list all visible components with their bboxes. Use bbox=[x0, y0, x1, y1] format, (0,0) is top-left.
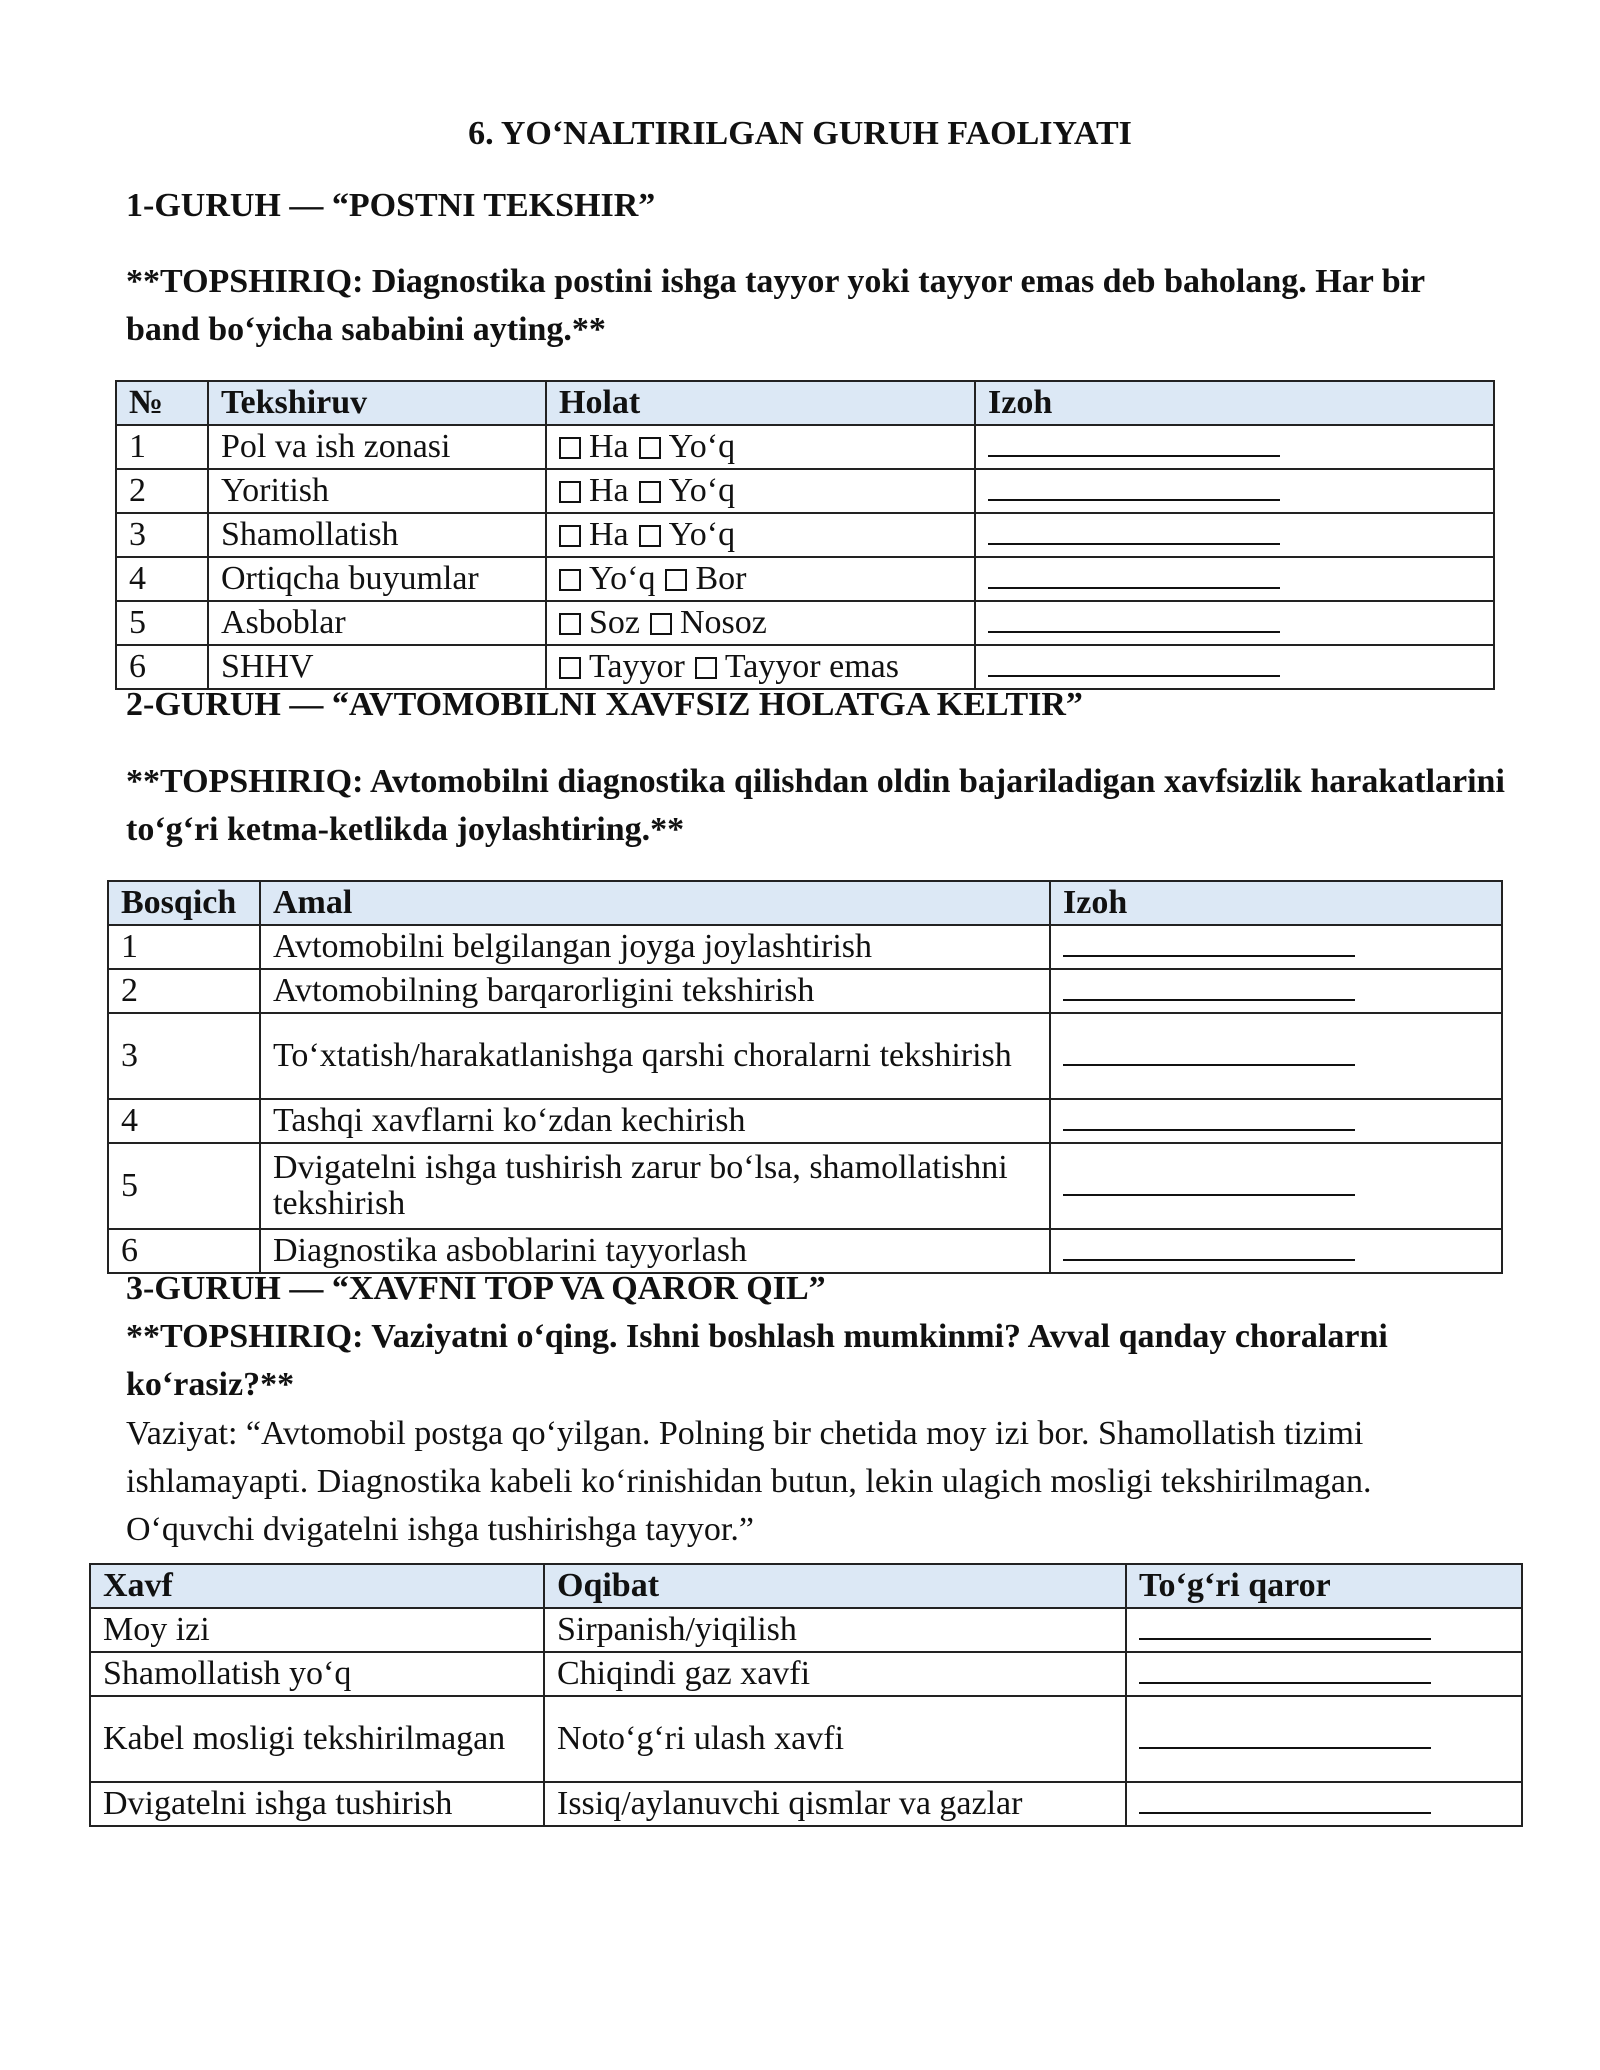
table-header-row bbox=[108, 881, 1502, 925]
consequence-cell: Sirpanish/yiqilish bbox=[544, 1608, 1126, 1652]
table-row bbox=[116, 601, 1494, 645]
table-header-row bbox=[116, 381, 1494, 425]
column-header: Izoh bbox=[975, 381, 1494, 425]
situation-text: Vaziyat: “Avtomobil postga qo‘yilgan. Polning bir chetida moy izi bor. Shamollatish tizimi ishlamayapti. Diagnostika kabeli ko‘rinishidan butun, lekin ulagich mosligi tekshirilmagan. O‘quvchi dvigatelni ishga tushirishga tayyor.” bbox=[126, 1415, 1372, 1548]
table-row bbox=[116, 425, 1494, 469]
answer-blank[interactable] bbox=[1139, 1660, 1431, 1684]
checkbox[interactable] bbox=[665, 569, 687, 591]
table-row bbox=[116, 513, 1494, 557]
action-text: Dvigatelni ishga tushirish zarur bo‘lsa, shamollatishni tekshirish bbox=[260, 1143, 1050, 1229]
step-number: 6 bbox=[108, 1229, 260, 1273]
action-text: Diagnostika asboblarini tayyorlash bbox=[260, 1229, 1050, 1273]
row-number: 5 bbox=[116, 601, 208, 645]
note-cell bbox=[1050, 1013, 1502, 1099]
answer-blank[interactable] bbox=[988, 609, 1280, 633]
column-header: To‘g‘ri qaror bbox=[1126, 1564, 1522, 1608]
action-text: To‘xtatish/harakatlanishga qarshi choralarni tekshirish bbox=[260, 1013, 1050, 1099]
group3-table bbox=[89, 1563, 1523, 1827]
answer-blank[interactable] bbox=[988, 433, 1280, 457]
consequence-cell: Issiq/aylanuvchi qismlar va gazlar bbox=[544, 1782, 1126, 1826]
consequence-cell: Noto‘g‘ri ulash xavfi bbox=[544, 1696, 1126, 1782]
row-number: 1 bbox=[116, 425, 208, 469]
column-header: Tekshiruv bbox=[208, 381, 546, 425]
option-label: Yo‘q bbox=[668, 428, 736, 465]
option-label: Yo‘q bbox=[589, 560, 656, 597]
answer-blank[interactable] bbox=[1063, 1107, 1355, 1131]
note-cell bbox=[975, 557, 1494, 601]
action-text: Avtomobilni belgilangan joyga joylashtirish bbox=[260, 925, 1050, 969]
answer-blank[interactable] bbox=[1139, 1725, 1431, 1749]
column-header: Bosqich bbox=[108, 881, 260, 925]
check-item: Yoritish bbox=[208, 469, 546, 513]
risk-cell: Kabel mosligi tekshirilmagan bbox=[90, 1696, 544, 1782]
option-label: Ha bbox=[589, 472, 629, 509]
risk-cell: Dvigatelni ishga tushirish bbox=[90, 1782, 544, 1826]
group2-heading: 2-GURUH — “AVTOMOBILNI XAVFSIZ HOLATGA KELTIR” bbox=[126, 686, 1083, 723]
option-label: Ha bbox=[589, 516, 629, 553]
answer-blank[interactable] bbox=[1063, 933, 1355, 957]
group3-heading: 3-GURUH — “XAVFNI TOP VA QAROR QIL” bbox=[126, 1270, 826, 1307]
table-row bbox=[90, 1696, 1522, 1782]
step-number: 1 bbox=[108, 925, 260, 969]
decision-cell bbox=[1126, 1696, 1522, 1782]
answer-blank[interactable] bbox=[1063, 1042, 1355, 1066]
column-header: Holat bbox=[546, 381, 975, 425]
check-item: SHHV bbox=[208, 645, 546, 689]
table-row bbox=[116, 557, 1494, 601]
note-cell bbox=[975, 469, 1494, 513]
note-cell bbox=[975, 601, 1494, 645]
table-header-row bbox=[90, 1564, 1522, 1608]
column-header: Amal bbox=[260, 881, 1050, 925]
answer-blank[interactable] bbox=[1063, 1237, 1355, 1261]
option-label: Ha bbox=[589, 428, 629, 465]
decision-cell bbox=[1126, 1782, 1522, 1826]
column-header: Oqibat bbox=[544, 1564, 1126, 1608]
note-cell bbox=[1050, 925, 1502, 969]
table-row bbox=[116, 469, 1494, 513]
row-number: 3 bbox=[116, 513, 208, 557]
answer-blank[interactable] bbox=[1063, 1172, 1355, 1196]
checkbox[interactable] bbox=[559, 613, 581, 635]
row-number: 2 bbox=[116, 469, 208, 513]
column-header: № bbox=[116, 381, 208, 425]
table-row bbox=[108, 1099, 1502, 1143]
step-number: 5 bbox=[108, 1143, 260, 1229]
step-number: 4 bbox=[108, 1099, 260, 1143]
checkbox[interactable] bbox=[559, 437, 581, 459]
note-cell bbox=[975, 513, 1494, 557]
note-cell bbox=[975, 425, 1494, 469]
checkbox[interactable] bbox=[559, 657, 581, 679]
page-title: 6. YO‘NALTIRILGAN GURUH FAOLIYATI bbox=[468, 115, 1132, 152]
status-options bbox=[546, 469, 975, 513]
option-label: Soz bbox=[589, 604, 640, 641]
consequence-cell: Chiqindi gaz xavfi bbox=[544, 1652, 1126, 1696]
option-label: Yo‘q bbox=[668, 472, 736, 509]
status-options bbox=[546, 557, 975, 601]
option-label: Yo‘q bbox=[668, 516, 736, 553]
check-item: Shamollatish bbox=[208, 513, 546, 557]
table-row bbox=[90, 1782, 1522, 1826]
risk-cell: Shamollatish yo‘q bbox=[90, 1652, 544, 1696]
column-header: Izoh bbox=[1050, 881, 1502, 925]
answer-blank[interactable] bbox=[1139, 1616, 1431, 1640]
status-options bbox=[546, 601, 975, 645]
check-item: Ortiqcha buyumlar bbox=[208, 557, 546, 601]
table-row bbox=[108, 969, 1502, 1013]
note-cell bbox=[1050, 1143, 1502, 1229]
risk-cell: Moy izi bbox=[90, 1608, 544, 1652]
option-label: Tayyor emas bbox=[724, 648, 899, 685]
group1-table bbox=[115, 380, 1495, 690]
checkbox[interactable] bbox=[639, 481, 661, 503]
answer-blank[interactable] bbox=[988, 565, 1280, 589]
note-cell bbox=[1050, 1099, 1502, 1143]
table-row bbox=[108, 1013, 1502, 1099]
action-text: Tashqi xavflarni ko‘zdan kechirish bbox=[260, 1099, 1050, 1143]
answer-blank[interactable] bbox=[988, 521, 1280, 545]
column-header: Xavf bbox=[90, 1564, 544, 1608]
group2-table bbox=[107, 880, 1503, 1274]
answer-blank[interactable] bbox=[1063, 977, 1355, 1001]
status-options bbox=[546, 425, 975, 469]
option-label: Tayyor bbox=[589, 648, 685, 685]
table-row bbox=[108, 925, 1502, 969]
table-row bbox=[90, 1608, 1522, 1652]
checkbox[interactable] bbox=[639, 437, 661, 459]
group2-task: **TOPSHIRIQ: Avtomobilni diagnostika qilishdan oldin bajariladigan xavfsizlik harakatlarini to‘g‘ri ketma-ketlikda joylashtiring.** bbox=[126, 763, 1505, 848]
step-number: 3 bbox=[108, 1013, 260, 1099]
answer-blank[interactable] bbox=[988, 653, 1280, 677]
group1-heading: 1-GURUH — “POSTNI TEKSHIR” bbox=[126, 187, 656, 224]
answer-blank[interactable] bbox=[988, 477, 1280, 501]
step-number: 2 bbox=[108, 969, 260, 1013]
row-number: 4 bbox=[116, 557, 208, 601]
check-item: Asboblar bbox=[208, 601, 546, 645]
decision-cell bbox=[1126, 1608, 1522, 1652]
option-label: Bor bbox=[695, 560, 747, 597]
row-number: 6 bbox=[116, 645, 208, 689]
group3-task: **TOPSHIRIQ: Vaziyatni o‘qing. Ishni boshlash mumkinmi? Avval qanday choralarni ko‘rasiz?** bbox=[126, 1318, 1388, 1403]
checkbox[interactable] bbox=[639, 525, 661, 547]
option-label: Nosoz bbox=[680, 604, 767, 641]
table-row bbox=[108, 1143, 1502, 1229]
checkbox[interactable] bbox=[559, 481, 581, 503]
status-options bbox=[546, 513, 975, 557]
group1-task: **TOPSHIRIQ: Diagnostika postini ishga tayyor yoki tayyor emas deb baholang. Har bir band bo‘yicha sababini ayting.** bbox=[126, 263, 1425, 348]
decision-cell bbox=[1126, 1652, 1522, 1696]
note-cell bbox=[1050, 969, 1502, 1013]
action-text: Avtomobilning barqarorligini tekshirish bbox=[260, 969, 1050, 1013]
table-row bbox=[90, 1652, 1522, 1696]
checkbox[interactable] bbox=[559, 525, 581, 547]
answer-blank[interactable] bbox=[1139, 1790, 1431, 1814]
checkbox[interactable] bbox=[559, 569, 581, 591]
checkbox[interactable] bbox=[650, 613, 672, 635]
checkbox[interactable] bbox=[695, 657, 717, 679]
check-item: Pol va ish zonasi bbox=[208, 425, 546, 469]
